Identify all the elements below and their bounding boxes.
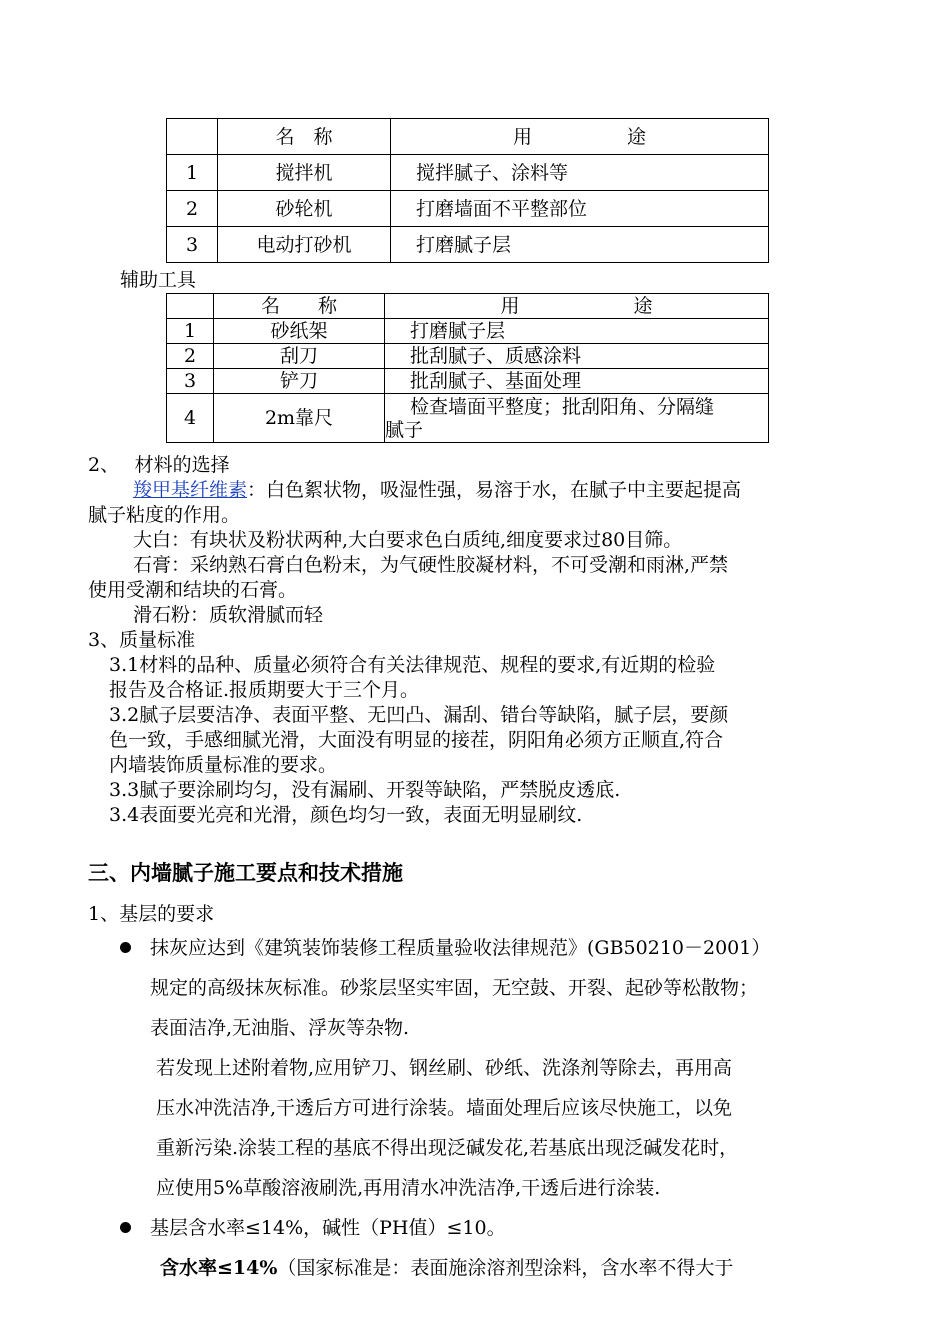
row-no: 1 — [167, 319, 214, 344]
cmc-text-line: 腻子粘度的作用。 — [88, 504, 241, 526]
materials-heading: 2、 材料的选择 — [88, 454, 230, 476]
subsection-heading: 1、基层的要求 — [88, 903, 215, 925]
row-no: 3 — [167, 369, 214, 394]
quality-item-3-3: 3.3腻子要涂刷均匀，没有漏刷、开裂等缺陷，严禁脱皮透底. — [109, 779, 621, 801]
aux-tools-table — [166, 293, 769, 443]
header-name-cell: 名 称 — [214, 294, 385, 319]
dabai-text: 大白：有块状及粉状两种,大白要求色白质纯,细度要求过80目筛。 — [133, 529, 683, 551]
machine-table — [166, 118, 769, 263]
row-use: 批刮腻子、基面处理 — [385, 369, 769, 394]
table-header-row — [167, 294, 769, 319]
gypsum-text: 石膏：采纳熟石膏白色粉末，为气硬性胶凝材料，不可受潮和雨淋,严禁 — [133, 554, 729, 576]
row-use-line: 检查墙面平整度；批刮阳角、分隔缝 — [410, 396, 715, 418]
bullet-text-line: 规定的高级抹灰标准。砂浆层坚实牢固，无空鼓、开裂、起砂等松散物； — [150, 977, 759, 999]
row-name: 刮刀 — [214, 344, 385, 369]
quality-item-3-1-cont: 报告及合格证.报质期要大于三个月。 — [109, 679, 420, 701]
bullet-text: 抹灰应达到《建筑装饰装修工程质量验收法律规范》(GB50210－2001） — [150, 937, 771, 959]
quality-item-3-4: 3.4表面要光亮和光滑，颜色均匀一致，表面无明显刷纹. — [109, 804, 583, 826]
row-use: 搅拌腻子、涂料等 — [391, 155, 769, 191]
section-title: 三、内墙腻子施工要点和技术措施 — [88, 861, 403, 885]
row-name: 砂轮机 — [218, 191, 391, 227]
row-use: 批刮腻子、质感涂料 — [385, 344, 769, 369]
row-use-line: 腻子 — [385, 419, 424, 441]
header-no-cell — [167, 294, 214, 319]
row-name: 电动打砂机 — [218, 227, 391, 263]
row-name: 2m靠尺 — [214, 394, 385, 443]
row-name: 砂纸架 — [214, 319, 385, 344]
table-row — [167, 319, 769, 344]
table-row — [167, 344, 769, 369]
header-use-cell: 用 途 — [385, 294, 769, 319]
row-no: 4 — [167, 394, 214, 443]
bold-text: 含水率≤14% — [160, 1257, 278, 1279]
header-no-cell — [167, 119, 218, 155]
cmc-text: ：白色絮状物，吸湿性强，易溶于水，在腻子中主要起提高 — [247, 479, 742, 501]
quality-item-3-2: 3.2腻子层要洁净、表面平整、无凹凸、漏刮、错台等缺陷，腻子层，要颜 — [109, 704, 729, 726]
row-use: 打磨腻子层 — [391, 227, 769, 263]
table-row — [167, 394, 769, 443]
row-name: 铲刀 — [214, 369, 385, 394]
talc-text: 滑石粉：质软滑腻而轻 — [133, 604, 324, 626]
bullet-icon — [120, 942, 131, 953]
paragraph-line: 若发现上述附着物,应用铲刀、钢丝刷、砂纸、洗涤剂等除去，再用高 — [156, 1057, 733, 1079]
table-row — [167, 227, 769, 263]
row-no: 2 — [167, 191, 218, 227]
row-use — [385, 394, 769, 443]
row-no: 1 — [167, 155, 218, 191]
header-name-cell: 名 称 — [218, 119, 391, 155]
quality-item-3-2-cont: 内墙装饰质量标准的要求。 — [109, 754, 338, 776]
table-row — [167, 191, 769, 227]
table-row — [167, 155, 769, 191]
row-use: 打磨墙面不平整部位 — [391, 191, 769, 227]
gypsum-text-line: 使用受潮和结块的石膏。 — [88, 579, 298, 601]
cmc-link[interactable]: 羧甲基纤维素 — [133, 479, 248, 501]
paragraph-line: 重新污染.涂装工程的基底不得出现泛碱发花,若基底出现泛碱发花时， — [156, 1137, 739, 1159]
header-use-cell: 用 途 — [391, 119, 769, 155]
paragraph-line — [160, 1248, 733, 1288]
quality-item-3-1: 3.1材料的品种、质量必须符合有关法律规范、规程的要求,有近期的检验 — [109, 654, 716, 676]
paragraph-line: 压水冲洗洁净,干透后方可进行涂装。墙面处理后应该尽快施工，以免 — [156, 1097, 733, 1119]
bullet-text-line: 表面洁净,无油脂、浮灰等杂物. — [150, 1017, 410, 1039]
table-header-row — [167, 119, 769, 155]
table-row — [167, 369, 769, 394]
paragraph-text: （国家标准是：表面施涂溶剂型涂料，含水率不得大于 — [277, 1257, 734, 1279]
paragraph-line: 应使用5%草酸溶液刷洗,再用清水冲洗洁净,干透后进行涂装. — [156, 1177, 661, 1199]
bullet-icon — [120, 1222, 131, 1233]
cmc-paragraph — [133, 478, 741, 503]
aux-tools-label: 辅助工具 — [120, 269, 197, 291]
row-use: 打磨腻子层 — [385, 319, 769, 344]
row-no: 2 — [167, 344, 214, 369]
quality-heading: 3、质量标准 — [88, 629, 196, 651]
bullet-text: 基层含水率≤14%，碱性（PH值）≤10。 — [150, 1217, 506, 1239]
row-no: 3 — [167, 227, 218, 263]
row-name: 搅拌机 — [218, 155, 391, 191]
quality-item-3-2-cont: 色一致，手感细腻光滑，大面没有明显的接茬，阴阳角必须方正顺直,符合 — [109, 729, 724, 751]
